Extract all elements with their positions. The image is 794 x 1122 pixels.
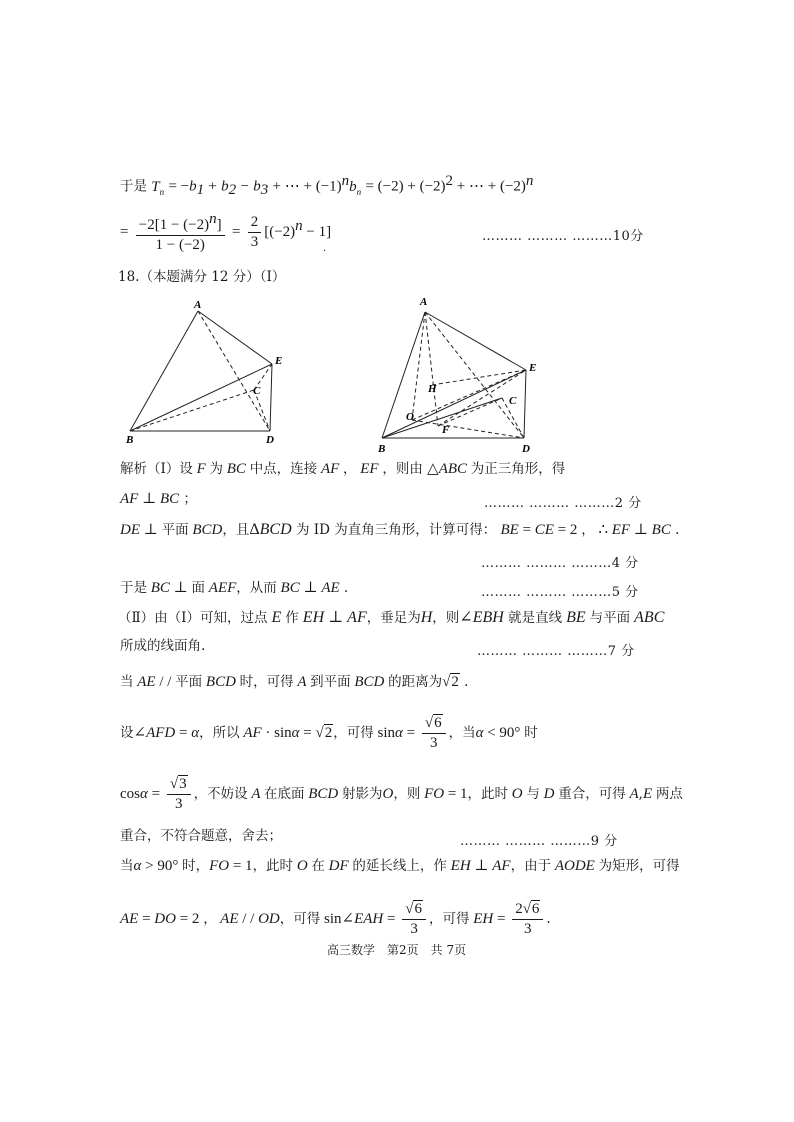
score-5: ……… ……… ………5 分: [481, 585, 639, 600]
when-alpha-gt-90-line: 当α > 90° 时，FO = 1，此时 O 在 DF 的延长线上，作 EH ⊥ AF，由于 AODE 为矩形，可得: [120, 858, 680, 874]
label-f: F: [442, 424, 450, 436]
prefix-text: 于是: [120, 178, 147, 195]
bc-perp-aef-line: 于是 BC ⊥ 面 AEF，从而 BC ⊥ AE .: [120, 580, 349, 596]
page-footer: 高三数学 第2页 共 7页: [327, 943, 467, 957]
label-e2: E: [529, 362, 537, 374]
set-angle-line: 设∠AFD = α，所以 AF · sinα = √2，可得 sinα = $\frac{√6}{3}$ ，当α < 90° 时: [120, 715, 538, 751]
label-d: D: [266, 434, 274, 446]
analysis-line: 解析（Ⅰ）设 F 为 BC 中点，连接 AF ， EF ，则由 △ABC 为正三角形，得: [120, 461, 566, 477]
de-perp-line: DE ⊥ 平面 BCD，且ΔBCD 为 ID 为直角三角形，计算可得： BE = CE = 2 ， ∴ EF ⊥ BC .: [120, 521, 680, 538]
sum-result-line: = $\frac{-2[1 - (-2)^n]}{1 - (-2)}$ = $\frac{2}{3}$ $[(-2)^n - 1]$: [120, 211, 332, 253]
problem-18-header: 18.（本题满分 12 分）（Ⅰ）: [118, 269, 286, 285]
af-perp-bc: AF ⊥ BC ；: [120, 491, 197, 507]
score-4: ……… ……… ………4 分: [481, 556, 639, 571]
label-b2: B: [378, 443, 386, 455]
part2-line2: 所成的线面角.: [120, 638, 206, 654]
score-10: ……… ……… ………10分: [482, 229, 644, 244]
part2-line: （Ⅱ）由（Ⅰ）可知，过点 E 作 EH ⊥ AF，垂足为H，则∠EBH 就是直线 BE 与平面 ABC: [118, 609, 665, 626]
label-c: C: [253, 385, 261, 397]
score-9: ……… ……… ………9 分: [460, 834, 618, 849]
label-a: A: [194, 299, 202, 311]
label-c2: C: [509, 395, 517, 407]
label-a2: A: [420, 296, 428, 308]
score-7: ……… ……… ………7 分: [477, 644, 635, 659]
score-2: ……… ……… ………2 分: [484, 496, 642, 511]
stray-dot: .: [323, 243, 327, 254]
tn-formula-line: 于是 $T_n = -b_1 + b_2 - b_3$ + ⋯ + $(-1)^nb_n = (-2) + (-2)^2$ + ⋯ + $(-2)^n$: [120, 173, 534, 199]
coincide-line: 重合，不符合题意，舍去；: [120, 828, 282, 844]
cos-line: cosα = $\frac{√3}{3}$ ，不妨设 A 在底面 BCD 射影为O，则 FO = 1，此时 O 与 D 重合，可得 A,E 两点: [120, 776, 683, 812]
label-o: O: [406, 411, 414, 423]
label-h: H: [428, 383, 437, 395]
label-d2: D: [522, 443, 530, 455]
label-e: E: [275, 355, 283, 367]
figure-right: [372, 292, 552, 457]
when-ae-parallel-line: 当 AE / / 平面 BCD 时，可得 A 到平面 BCD 的距离为√2 .: [120, 674, 469, 690]
final-line: AE = DO = 2 ， AE / / OD，可得 sin∠EAH = $\frac{√6}{3}$ ，可得 EH = $\frac{2√6}{3}$ .: [120, 901, 551, 937]
label-b: B: [126, 434, 134, 446]
figure-left: [120, 298, 300, 448]
